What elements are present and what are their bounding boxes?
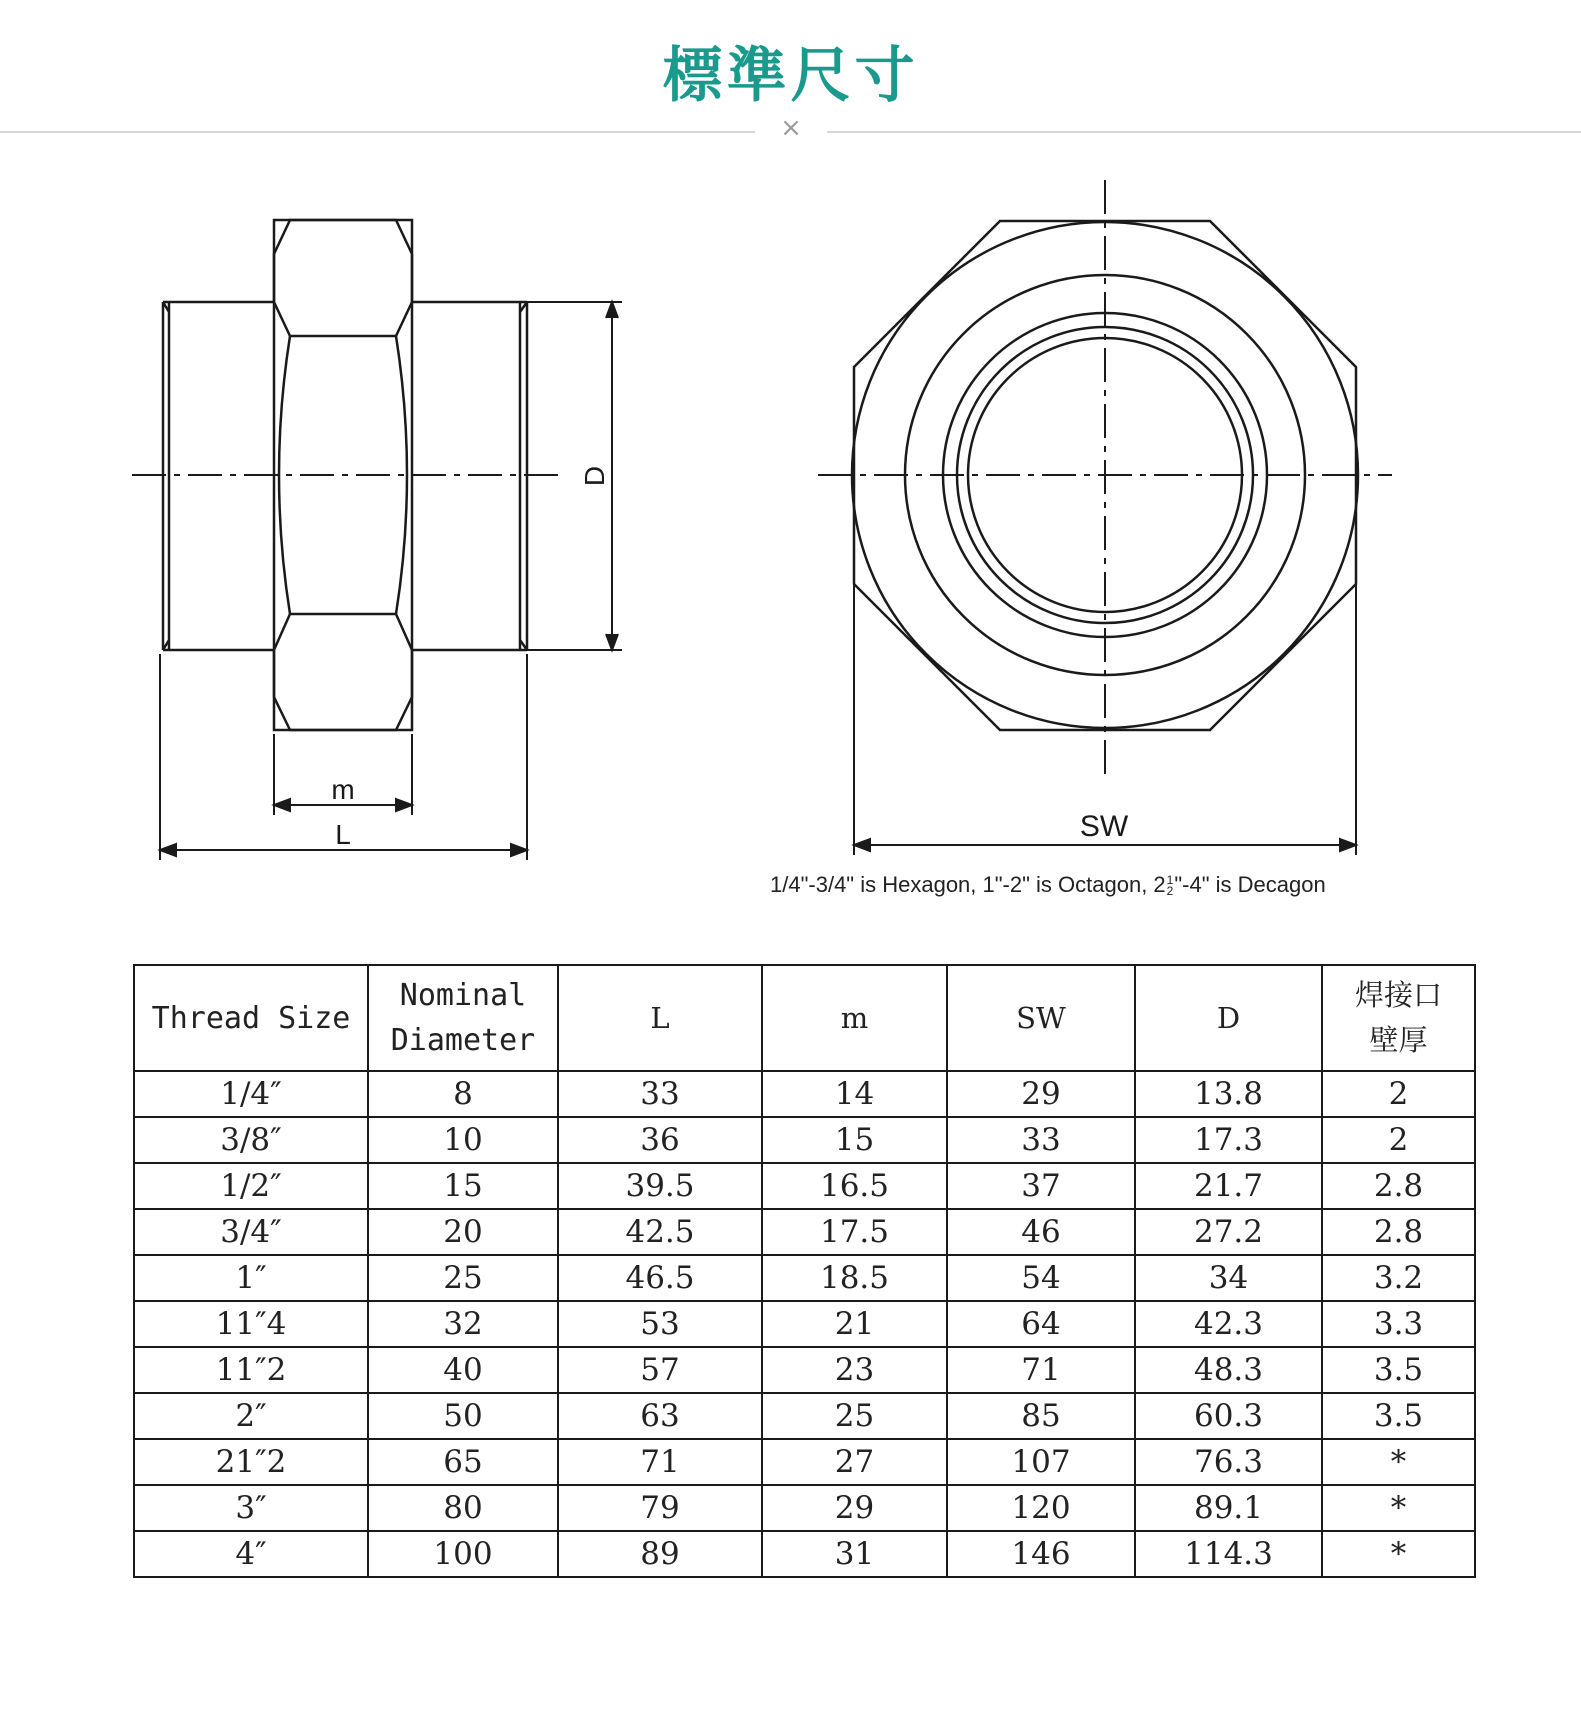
divider-left	[0, 131, 755, 133]
cell-m: 18.5	[762, 1255, 947, 1301]
cell-m: 16.5	[762, 1163, 947, 1209]
cell-nominal-diameter: 10	[368, 1117, 558, 1163]
cell-wall-thickness: 2.8	[1322, 1209, 1475, 1255]
cell-thread-size: 1/2″	[134, 1163, 368, 1209]
cell-wall-thickness: 2.8	[1322, 1163, 1475, 1209]
cell-thread-size: 4″	[134, 1531, 368, 1577]
cell-wall-thickness: 3.5	[1322, 1347, 1475, 1393]
table-row	[134, 1485, 1475, 1531]
cell-thread-size: 3/4″	[134, 1209, 368, 1255]
cell-wall-thickness: 2	[1322, 1071, 1475, 1117]
caption-fraction: 1 2	[1166, 873, 1174, 899]
cell-l: 57	[558, 1347, 762, 1393]
cell-nominal-diameter: 50	[368, 1393, 558, 1439]
cell-l: 42.5	[558, 1209, 762, 1255]
header-m: m	[762, 965, 947, 1071]
cell-m: 25	[762, 1393, 947, 1439]
cell-wall-thickness: *	[1322, 1485, 1475, 1531]
cell-wall-thickness: 3.5	[1322, 1393, 1475, 1439]
divider-right	[827, 131, 1581, 133]
cell-nominal-diameter: 8	[368, 1071, 558, 1117]
cell-sw: 146	[947, 1531, 1135, 1577]
cell-nominal-diameter: 80	[368, 1485, 558, 1531]
table-row	[134, 1393, 1475, 1439]
header-sw: SW	[947, 965, 1135, 1071]
cell-m: 17.5	[762, 1209, 947, 1255]
close-icon[interactable]: ×	[780, 113, 802, 143]
cell-d: 60.3	[1135, 1393, 1322, 1439]
cell-wall-thickness: 3.3	[1322, 1301, 1475, 1347]
cell-m: 29	[762, 1485, 947, 1531]
cell-sw: 107	[947, 1439, 1135, 1485]
cell-d: 34	[1135, 1255, 1322, 1301]
table-row	[134, 1301, 1475, 1347]
header-weld-wall-thickness: 焊接口 壁厚	[1322, 965, 1475, 1071]
cell-nominal-diameter: 32	[368, 1301, 558, 1347]
cell-m: 14	[762, 1071, 947, 1117]
table-row	[134, 1255, 1475, 1301]
cell-sw: 33	[947, 1117, 1135, 1163]
cell-d: 42.3	[1135, 1301, 1322, 1347]
cell-nominal-diameter: 15	[368, 1163, 558, 1209]
dimension-label-m: m	[331, 774, 355, 805]
table-row	[134, 1531, 1475, 1577]
cell-m: 27	[762, 1439, 947, 1485]
cell-d: 89.1	[1135, 1485, 1322, 1531]
cell-nominal-diameter: 25	[368, 1255, 558, 1301]
cell-l: 39.5	[558, 1163, 762, 1209]
cell-thread-size: 11″2	[134, 1347, 368, 1393]
cell-nominal-diameter: 20	[368, 1209, 558, 1255]
cell-m: 15	[762, 1117, 947, 1163]
table-row	[134, 1117, 1475, 1163]
cell-sw: 46	[947, 1209, 1135, 1255]
cell-thread-size: 1/4″	[134, 1071, 368, 1117]
cell-sw: 54	[947, 1255, 1135, 1301]
cell-nominal-diameter: 65	[368, 1439, 558, 1485]
cell-wall-thickness: 2	[1322, 1117, 1475, 1163]
cell-d: 13.8	[1135, 1071, 1322, 1117]
dimension-label-d: D	[579, 465, 610, 487]
cell-d: 48.3	[1135, 1347, 1322, 1393]
cell-d: 17.3	[1135, 1117, 1322, 1163]
union-technical-drawing	[0, 150, 1581, 870]
dimension-label-l: L	[335, 819, 351, 850]
shape-caption: 1/4"-3/4" is Hexagon, 1"-2" is Octagon, 21 2"-4" is Decagon	[770, 872, 1326, 899]
cell-l: 63	[558, 1393, 762, 1439]
cell-sw: 29	[947, 1071, 1135, 1117]
cell-m: 31	[762, 1531, 947, 1577]
cell-l: 71	[558, 1439, 762, 1485]
cell-wall-thickness: 3.2	[1322, 1255, 1475, 1301]
table-row	[134, 1209, 1475, 1255]
table-header-row	[134, 965, 1475, 1071]
cell-thread-size: 2″	[134, 1393, 368, 1439]
header-nominal-diameter: Nominal Diameter	[368, 965, 558, 1071]
dimension-table	[133, 964, 1476, 1578]
cell-sw: 64	[947, 1301, 1135, 1347]
cell-thread-size: 1″	[134, 1255, 368, 1301]
header-l: L	[558, 965, 762, 1071]
cell-wall-thickness: *	[1322, 1439, 1475, 1485]
page-title: 標準尺寸	[662, 41, 919, 111]
cell-nominal-diameter: 100	[368, 1531, 558, 1577]
cell-l: 36	[558, 1117, 762, 1163]
cell-d: 76.3	[1135, 1439, 1322, 1485]
cell-sw: 85	[947, 1393, 1135, 1439]
cell-sw: 120	[947, 1485, 1135, 1531]
table-row	[134, 1439, 1475, 1485]
cell-l: 89	[558, 1531, 762, 1577]
cell-d: 114.3	[1135, 1531, 1322, 1577]
cell-thread-size: 3/8″	[134, 1117, 368, 1163]
cell-l: 79	[558, 1485, 762, 1531]
cell-wall-thickness: *	[1322, 1531, 1475, 1577]
header-d: D	[1135, 965, 1322, 1071]
cell-thread-size: 11″4	[134, 1301, 368, 1347]
cell-l: 33	[558, 1071, 762, 1117]
header-thread-size: Thread Size	[134, 965, 368, 1071]
cell-l: 46.5	[558, 1255, 762, 1301]
cell-sw: 71	[947, 1347, 1135, 1393]
cell-nominal-diameter: 40	[368, 1347, 558, 1393]
cell-m: 21	[762, 1301, 947, 1347]
cell-thread-size: 21″2	[134, 1439, 368, 1485]
table-row	[134, 1071, 1475, 1117]
cell-m: 23	[762, 1347, 947, 1393]
cell-thread-size: 3″	[134, 1485, 368, 1531]
cell-sw: 37	[947, 1163, 1135, 1209]
cell-d: 27.2	[1135, 1209, 1322, 1255]
dimension-label-sw: SW	[1079, 810, 1129, 843]
cell-l: 53	[558, 1301, 762, 1347]
table-row	[134, 1347, 1475, 1393]
cell-d: 21.7	[1135, 1163, 1322, 1209]
table-row	[134, 1163, 1475, 1209]
